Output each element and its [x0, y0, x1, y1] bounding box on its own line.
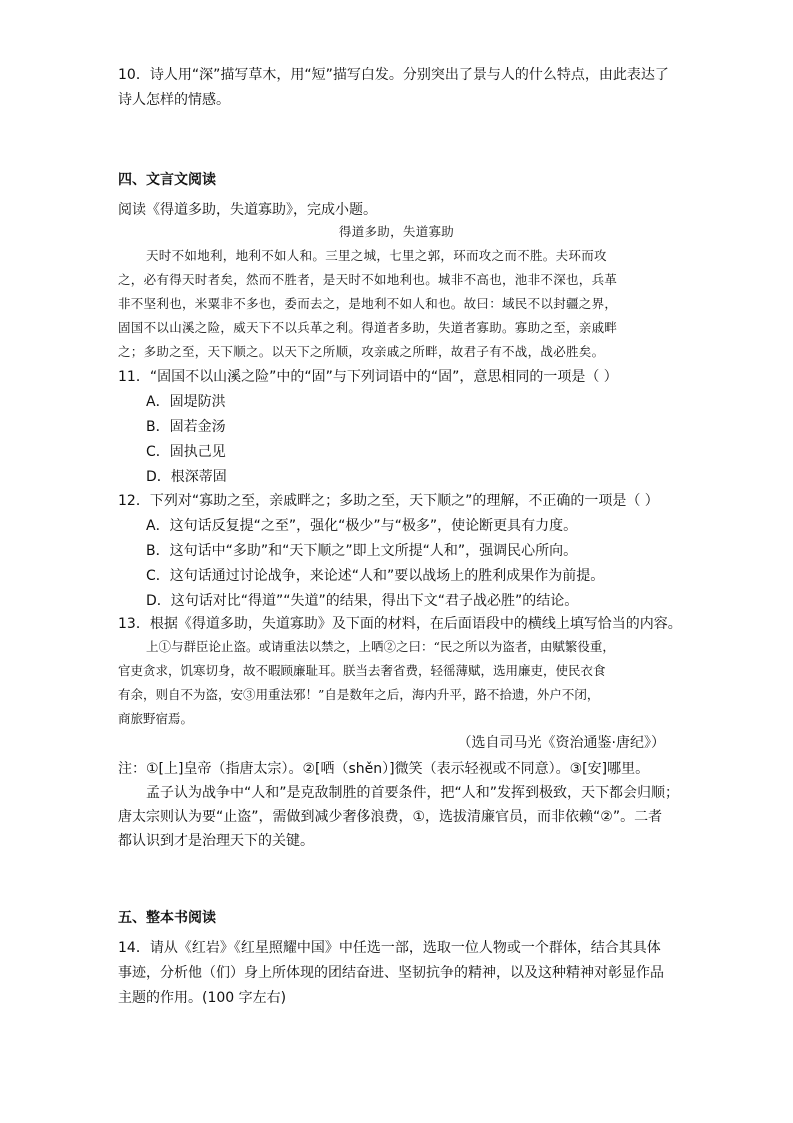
q11-stem: 11．“固国不以山溪之险”中的“固”与下列词语中的“固”，意思相同的一项是（ ） — [118, 369, 618, 385]
section-4-heading: 四、文言文阅读 — [118, 172, 216, 188]
q14-line-3: 主题的作用。(100 字左右) — [118, 990, 287, 1006]
q11-option-b: B．固若金汤 — [146, 419, 226, 435]
material-line-2: 官吏贪求，饥寒切身，故不暇顾廉耻耳。朕当去奢省费，轻徭薄赋，选用廉吏，使民衣食 — [118, 663, 606, 678]
material-line-3: 有余，则自不为盗，安③用重法邪！”自是数年之后，海内升平，路不拾遗，外户不闭， — [118, 687, 600, 702]
material-note: 注：①[上]皇帝（指唐太宗）。②[哂（shěn）]微笑（表示轻视或不同意）。③[安]哪里。 — [118, 761, 650, 777]
q12-option-d: D．这句话对比“得道”“失道”的结果，得出下文“君子战必胜”的结论。 — [146, 593, 579, 609]
passage-line-5: 之；多助之至，天下顺之。以天下之所顺，攻亲戚之所畔，故君子有不战，战必胜矣。 — [118, 344, 605, 359]
section-5-heading: 五、整本书阅读 — [118, 910, 216, 926]
q10-line-2: 诗人怎样的情感。 — [118, 92, 230, 108]
q12-option-b: B．这句话中“多助”和“天下顺之”即上文所提“人和”，强调民心所向。 — [146, 543, 578, 559]
q12-option-c: C．这句话通过讨论战争，来论述“人和”要以战场上的胜利成果作为前提。 — [146, 568, 605, 584]
passage-line-2: 之，必有得天时者矣，然而不胜者，是天时不如地利也。城非不高也，池非不深也，兵革 — [118, 272, 618, 287]
passage-line-1: 天时不如地利，地利不如人和。三里之城，七里之郭，环而攻之而不胜。夫环而攻 — [146, 248, 607, 263]
q14-line-2: 事迹，分析他（们）身上所体现的团结奋进、坚韧抗争的精神，以及这种精神对彰显作品 — [118, 965, 664, 981]
q13-paragraph-line-1: 孟子认为战争中“人和”是克敌制胜的首要条件，把“人和”发挥到极致，天下都会归顺； — [146, 785, 680, 801]
q11-option-c: C．固执己见 — [146, 444, 226, 460]
q13-stem: 13．根据《得道多助，失道寡助》及下面的材料，在后面语段中的横线上填写恰当的内容。 — [118, 616, 682, 632]
q12-option-a: A．这句话反复提“之至”，强化“极少”与“极多”，使论断更具有力度。 — [146, 518, 578, 534]
material-line-4: 商旅野宿焉。 — [118, 711, 194, 726]
q11-option-a: A．固堤防洪 — [146, 394, 226, 410]
section-4-intro: 阅读《得道多助，失道寡助》，完成小题。 — [118, 202, 377, 218]
q11-option-d: D．根深蒂固 — [146, 469, 227, 485]
q10-line-1: 10．诗人用“深”描写草木，用“短”描写白发。分别突出了景与人的什么特点，由此表达了 — [118, 67, 669, 83]
material-source: （选自司马光《资治通鉴·唐纪》） — [457, 735, 665, 751]
passage-title: 得道多助，失道寡助 — [338, 224, 455, 239]
passage-line-4: 固国不以山溪之险，威天下不以兵革之利。得道者多助，失道者寡助。寡助之至，亲戚畔 — [118, 320, 618, 335]
material-line-1: 上①与群臣论止盗。或请重法以禁之，上哂②之曰：“民之所以为盗者，由赋繁役重， — [146, 639, 615, 654]
passage-line-3: 非不坚利也，米粟非不多也，委而去之，是地利不如人和也。故曰：域民不以封疆之界， — [118, 296, 618, 311]
q13-paragraph-line-3: 都认识到才是治理天下的关键。 — [118, 833, 314, 849]
q13-paragraph-line-2: 唐太宗则认为要“止盗”，需做到减少奢侈浪费，①，选拔清廉官员，而非依赖“②”。二者 — [118, 809, 663, 825]
q12-stem: 12．下列对“寡助之至，亲戚畔之；多助之至，天下顺之”的理解，不正确的一项是（ ） — [118, 493, 659, 509]
q14-line-1: 14．请从《红岩》《红星照耀中国》中任选一部，选取一位人物或一个群体，结合其具体 — [118, 940, 661, 956]
